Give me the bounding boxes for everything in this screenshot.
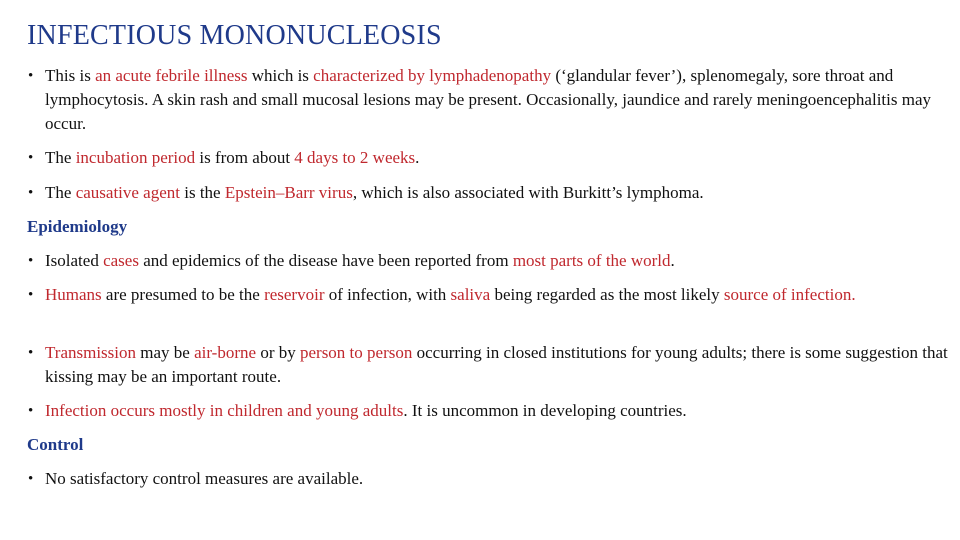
body-text: (‘glandular fever’), splenomegaly, sore throat and lymphocytosis. A skin rash and small mucosal lesions may be present. Occasionally, jaundice and rarely meningoencephalitis may occur. bbox=[45, 66, 931, 133]
section-heading-control: Control bbox=[27, 435, 84, 454]
bullet-incubation-period bbox=[28, 146, 957, 170]
body-text: This is bbox=[45, 66, 96, 85]
highlighted-term: air-borne bbox=[194, 343, 257, 362]
bullet-causative-agent bbox=[28, 181, 957, 205]
highlighted-term: cases bbox=[103, 251, 139, 270]
body-text: or by bbox=[256, 343, 300, 362]
bullet-dot-icon: • bbox=[28, 287, 34, 303]
body-text: . It is uncommon in developing countries. bbox=[403, 401, 687, 420]
highlighted-term: source of infection. bbox=[723, 285, 856, 304]
section-heading-epidemiology: Epidemiology bbox=[27, 217, 128, 236]
body-text: is from about bbox=[195, 148, 295, 167]
highlighted-term: Epstein–Barr virus bbox=[224, 183, 353, 202]
bullet-control-measures bbox=[28, 467, 957, 491]
body-text: occurring in closed institutions for young adults; there is some suggestion that kissing may be an important route. bbox=[45, 343, 948, 386]
body-text: is the bbox=[180, 183, 225, 202]
highlighted-term: Infection occurs mostly in children and young adults bbox=[45, 401, 404, 420]
bullet-reservoir bbox=[28, 283, 957, 307]
body-text: The bbox=[45, 183, 76, 202]
body-text: are presumed to be the bbox=[101, 285, 265, 304]
highlighted-term: reservoir bbox=[264, 285, 325, 304]
bullet-age-incidence bbox=[28, 399, 957, 423]
bullet-dot-icon: • bbox=[28, 68, 34, 84]
highlighted-term: person to person bbox=[299, 343, 413, 362]
body-text: No satisfactory control measures are available. bbox=[45, 469, 364, 488]
bullet-dot-icon: • bbox=[28, 345, 34, 361]
highlighted-term: Humans bbox=[45, 285, 102, 304]
highlighted-term: saliva bbox=[450, 285, 491, 304]
page-title: INFECTIOUS MONONUCLEOSIS bbox=[27, 20, 442, 51]
bullet-intro-definition bbox=[28, 64, 957, 136]
body-text: , which is also associated with Burkitt’s lymphoma. bbox=[352, 183, 704, 202]
highlighted-term: 4 days to 2 weeks bbox=[294, 148, 416, 167]
highlighted-term: incubation period bbox=[75, 148, 196, 167]
body-text: and epidemics of the disease have been reported from bbox=[138, 251, 513, 270]
highlighted-term: Transmission bbox=[45, 343, 137, 362]
body-text: which is bbox=[247, 66, 314, 85]
body-text: The bbox=[45, 148, 76, 167]
bullet-dot-icon: • bbox=[28, 403, 34, 419]
body-text: Isolated bbox=[45, 251, 104, 270]
body-text: being regarded as the most likely bbox=[490, 285, 724, 304]
bullet-transmission bbox=[28, 341, 957, 389]
bullet-distribution bbox=[28, 249, 957, 273]
bullet-dot-icon: • bbox=[28, 471, 34, 487]
bullet-dot-icon: • bbox=[28, 253, 34, 269]
body-text: of infection, with bbox=[324, 285, 451, 304]
bullet-dot-icon: • bbox=[28, 150, 34, 166]
highlighted-term: causative agent bbox=[75, 183, 180, 202]
body-text: . bbox=[670, 251, 675, 270]
highlighted-term: characterized by lymphadenopathy bbox=[313, 66, 552, 85]
body-text: may be bbox=[136, 343, 195, 362]
bullet-dot-icon: • bbox=[28, 185, 34, 201]
highlighted-term: an acute febrile illness bbox=[95, 66, 248, 85]
body-text: . bbox=[415, 148, 420, 167]
highlighted-term: most parts of the world bbox=[512, 251, 671, 270]
